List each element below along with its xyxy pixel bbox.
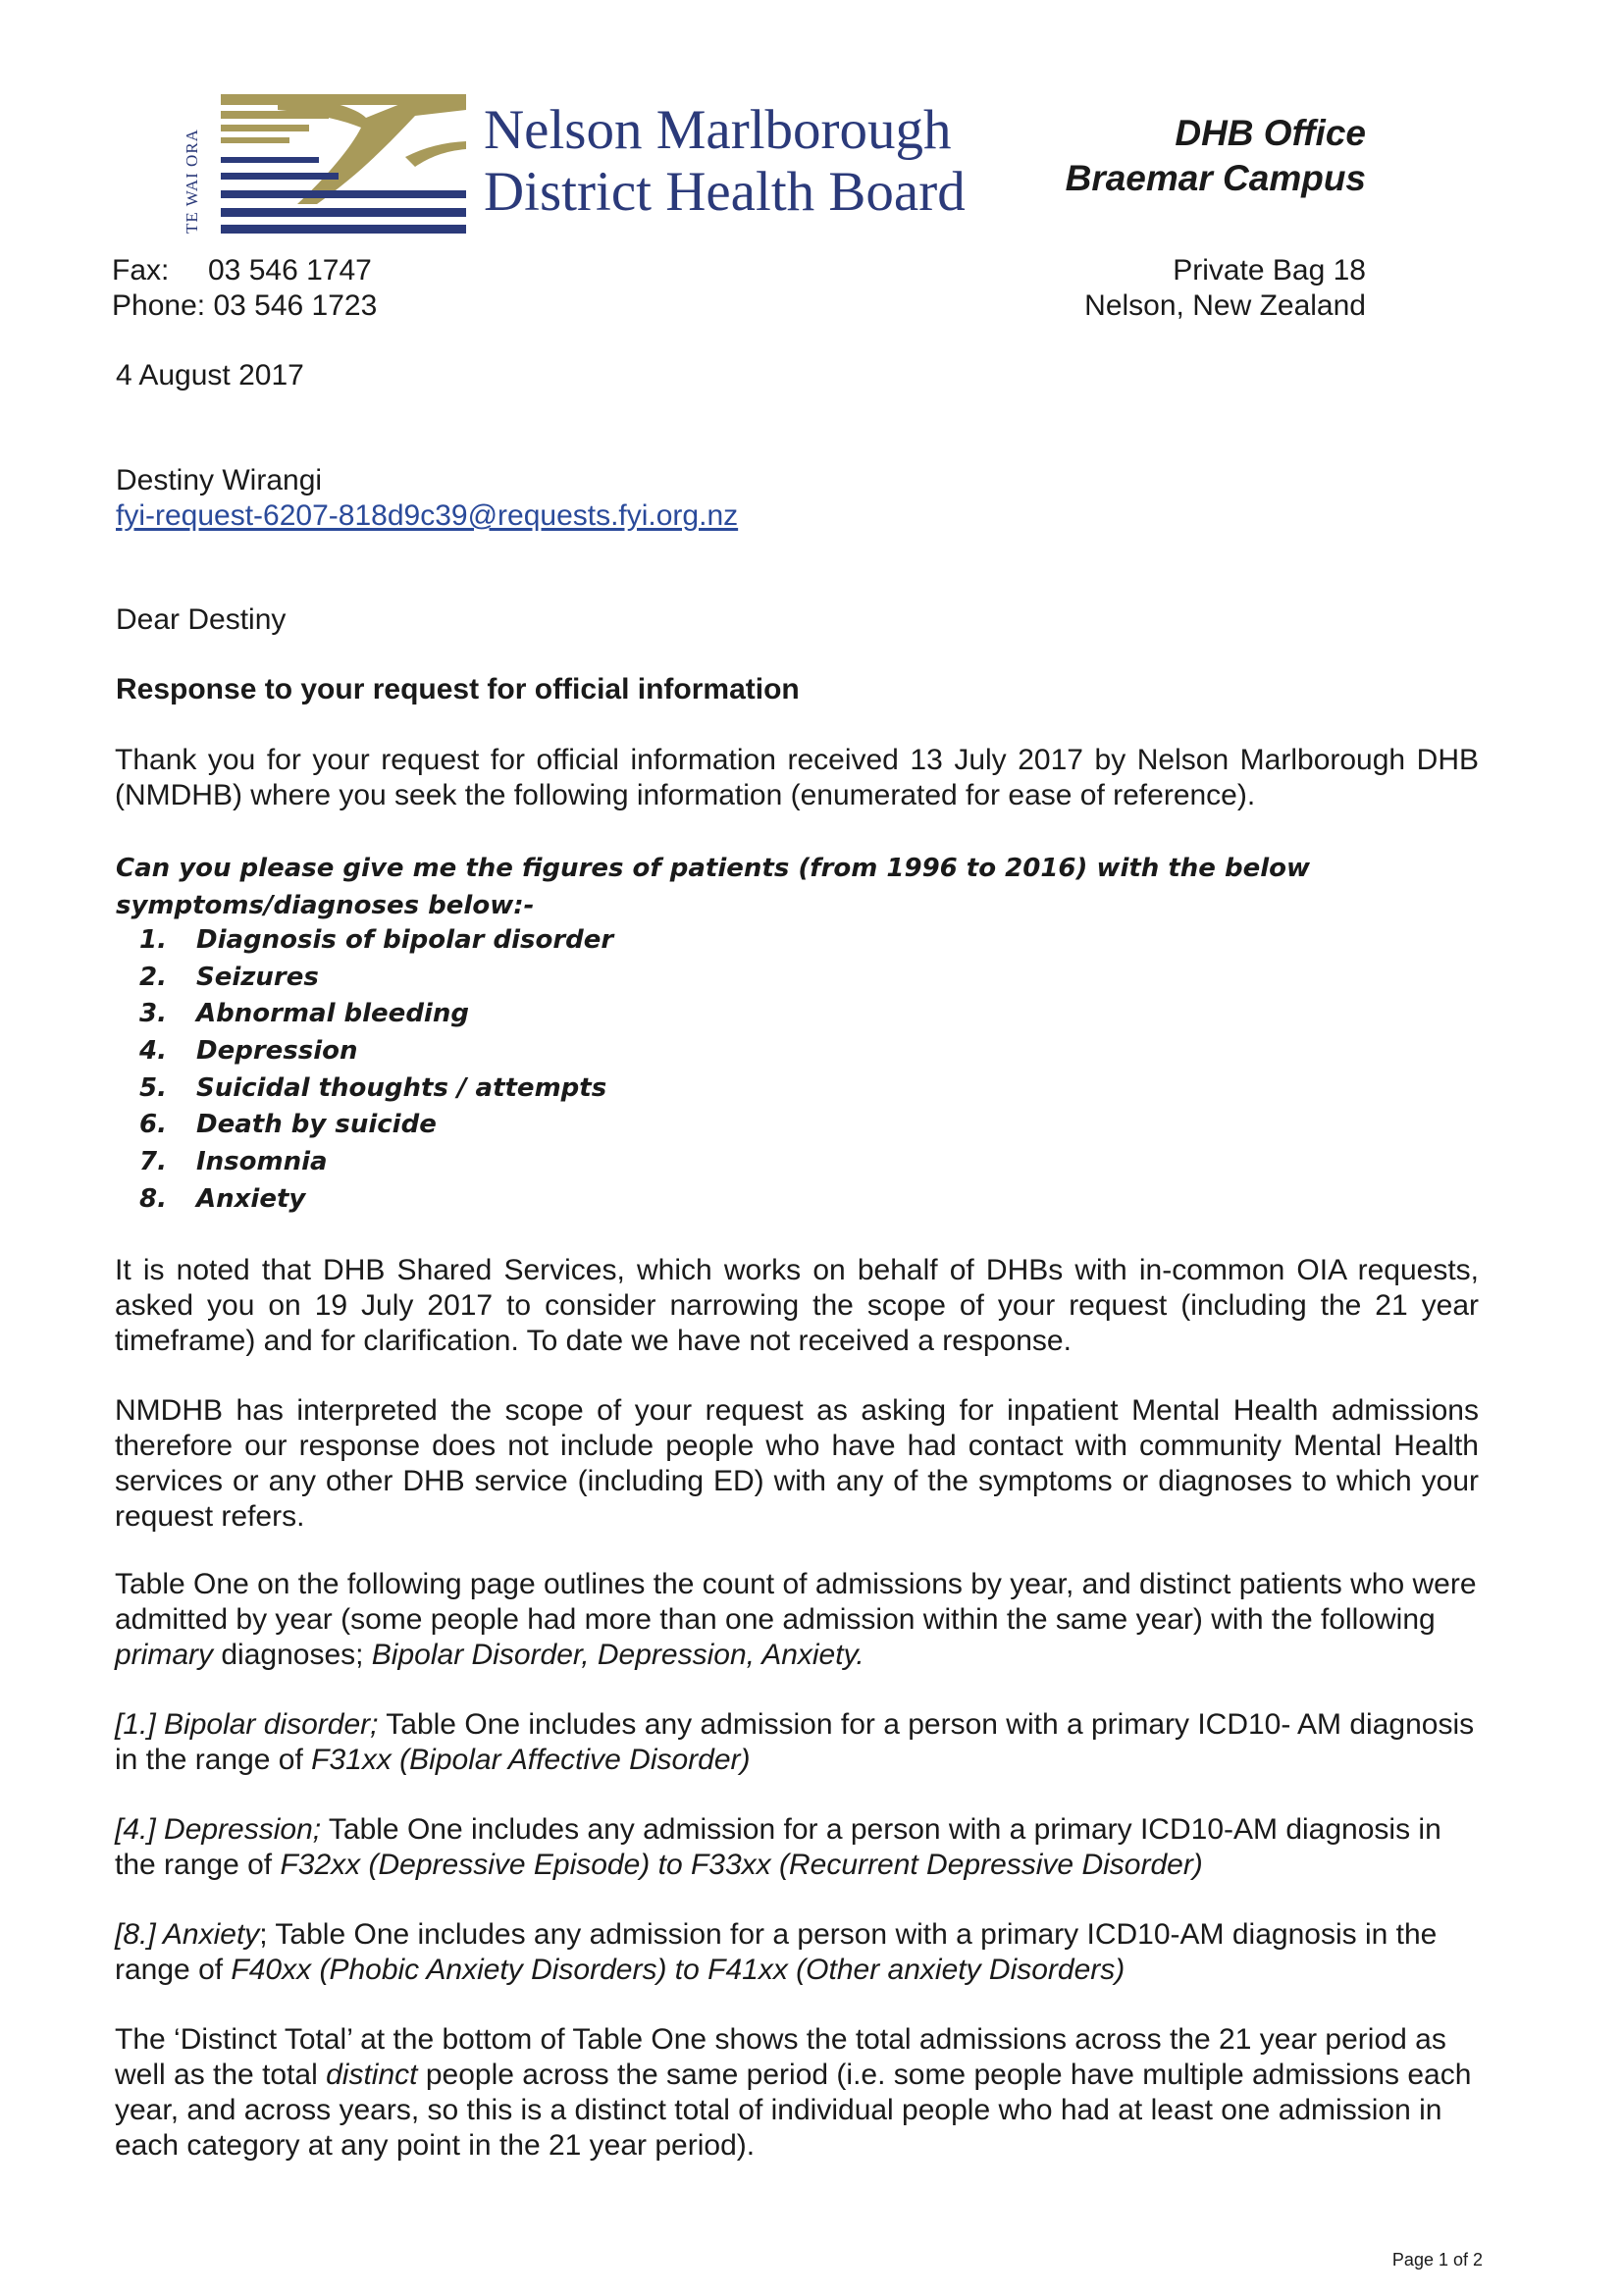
salutation: Dear Destiny (116, 603, 287, 636)
list-item-number: 8. (139, 1183, 167, 1214)
text-run-emphasis: [4.] Depression; (115, 1813, 322, 1846)
list-item-label: Diagnosis of bipolar disorder (196, 925, 614, 955)
text-run: ; Table One includes any admission for a person with a primary ICD10-AM diagnosis in the range of (115, 1918, 1438, 1986)
paragraph-intro: Thank you for your request for official information received 13 July 2017 by Nelson Marlborough DHB (NMDHB) where you seek the following information (enumerated for ease of reference). (115, 744, 1479, 811)
list-item (116, 922, 613, 960)
list-item (116, 1144, 613, 1181)
list-item-number: 2. (139, 962, 167, 992)
paragraph-table-one (115, 1567, 1479, 1673)
text-run-emphasis: F31xx (Bipolar Affective Disorder) (311, 1744, 751, 1776)
request-question: Can you please give me the figures of patients (from 1996 to 2016) with the below symptoms/diagnoses below:- (116, 854, 1311, 920)
fax-row (112, 253, 372, 288)
list-item-label: Seizures (196, 962, 319, 992)
list-item-label: Abnormal bleeding (196, 999, 469, 1029)
phone-label: Phone: (112, 289, 206, 322)
recipient-email-link[interactable]: fyi-request-6207-818d9c39@requests.fyi.org.nz (116, 499, 739, 532)
text-run-emphasis: Bipolar Disorder, Depression, Anxiety. (371, 1639, 864, 1671)
phone-row (112, 288, 377, 324)
list-item-label: Suicidal thoughts / attempts (196, 1072, 607, 1103)
list-item-label: Depression (196, 1036, 358, 1067)
org-name-line1: Nelson Marlborough (484, 99, 952, 161)
symptom-list (116, 922, 613, 1219)
list-item-number: 1. (139, 925, 167, 955)
text-run-emphasis: distinct (326, 2059, 418, 2091)
paragraph-bipolar (115, 1707, 1479, 1778)
list-item (116, 996, 613, 1033)
list-item (116, 1107, 613, 1144)
list-item (116, 1070, 613, 1108)
address-line2: Nelson, New Zealand (1084, 289, 1366, 322)
text-run: The ‘Distinct Total’ at the bottom of Table One shows the total admissions across the 21 year period as well as the total (115, 2023, 1446, 2091)
subject-heading: Response to your request for official information (116, 673, 800, 705)
nmdhb-logo (180, 88, 466, 234)
office-campus: Braemar Campus (1065, 158, 1366, 198)
list-item-label: Death by suicide (196, 1110, 437, 1140)
text-run-emphasis: primary (115, 1639, 214, 1671)
list-item-label: Insomnia (196, 1147, 328, 1177)
recipient-name: Destiny Wirangi (116, 464, 323, 496)
list-item-number: 6. (139, 1110, 167, 1140)
text-run-emphasis: F40xx (Phobic Anxiety Disorders) to F41xx (Other anxiety Disorders) (231, 1954, 1126, 1986)
text-run: Table One includes any admission for a person with a primary ICD10- AM diagnosis in the range of (115, 1708, 1475, 1776)
list-item (116, 960, 613, 997)
paragraph-depression (115, 1812, 1479, 1883)
paragraph-anxiety (115, 1917, 1479, 1988)
text-run-emphasis: F32xx (Depressive Episode) to F33xx (Recurrent Depressive Disorder) (280, 1849, 1203, 1881)
letter-date: 4 August 2017 (116, 359, 304, 391)
list-item-number: 7. (139, 1147, 167, 1177)
logo-vertical-text: TE WAI ORA (183, 129, 201, 234)
text-run: people across the same period (i.e. some people have multiple admissions each year, and across years, so this is a distinct total of individual people who had at least one admission in each category at any point in the 21 year period). (115, 2059, 1472, 2162)
text-run-emphasis: [1.] Bipolar disorder; (115, 1708, 379, 1741)
list-item-number: 5. (139, 1072, 167, 1103)
list-item (116, 1181, 613, 1219)
phone-number: 03 546 1723 (213, 289, 378, 322)
page-number: Page 1 of 2 (1391, 2250, 1483, 2270)
paragraph-scope: NMDHB has interpreted the scope of your request as asking for inpatient Mental Health admissions therefore our response does not include people who have had contact with community Mental Health services or any other DHB service (including ED) with any of the symptoms or diagnoses to which your request refers. (115, 1394, 1479, 1533)
address-line1: Private Bag 18 (1173, 254, 1366, 287)
list-item (116, 1033, 613, 1070)
paragraph-shared-services: It is noted that DHB Shared Services, which works on behalf of DHBs with in-common OIA requests, asked you on 19 July 2017 to consider narrowing the scope of your request (including the 21 year timeframe) and for clarification. To date we have not received a response. (115, 1254, 1479, 1357)
text-run-emphasis: [8.] Anxiety (115, 1918, 260, 1951)
list-item-label: Anxiety (196, 1183, 306, 1214)
office-name: DHB Office (1175, 113, 1366, 153)
list-item-number: 3. (139, 999, 167, 1029)
text-run: Table One on the following page outlines the count of admissions by year, and distinct patients who were admitted by year (some people had more than one admission within the same year) with the following (115, 1568, 1477, 1636)
paragraph-distinct-total (115, 2022, 1479, 2164)
text-run: Table One includes any admission for a person with a primary ICD10-AM diagnosis in the range of (115, 1813, 1441, 1881)
fax-number: 03 546 1747 (208, 254, 372, 287)
list-item-number: 4. (139, 1036, 167, 1067)
org-name-line2: District Health Board (484, 161, 966, 223)
fax-label: Fax: (112, 254, 170, 287)
text-run: diagnoses; (213, 1639, 372, 1671)
